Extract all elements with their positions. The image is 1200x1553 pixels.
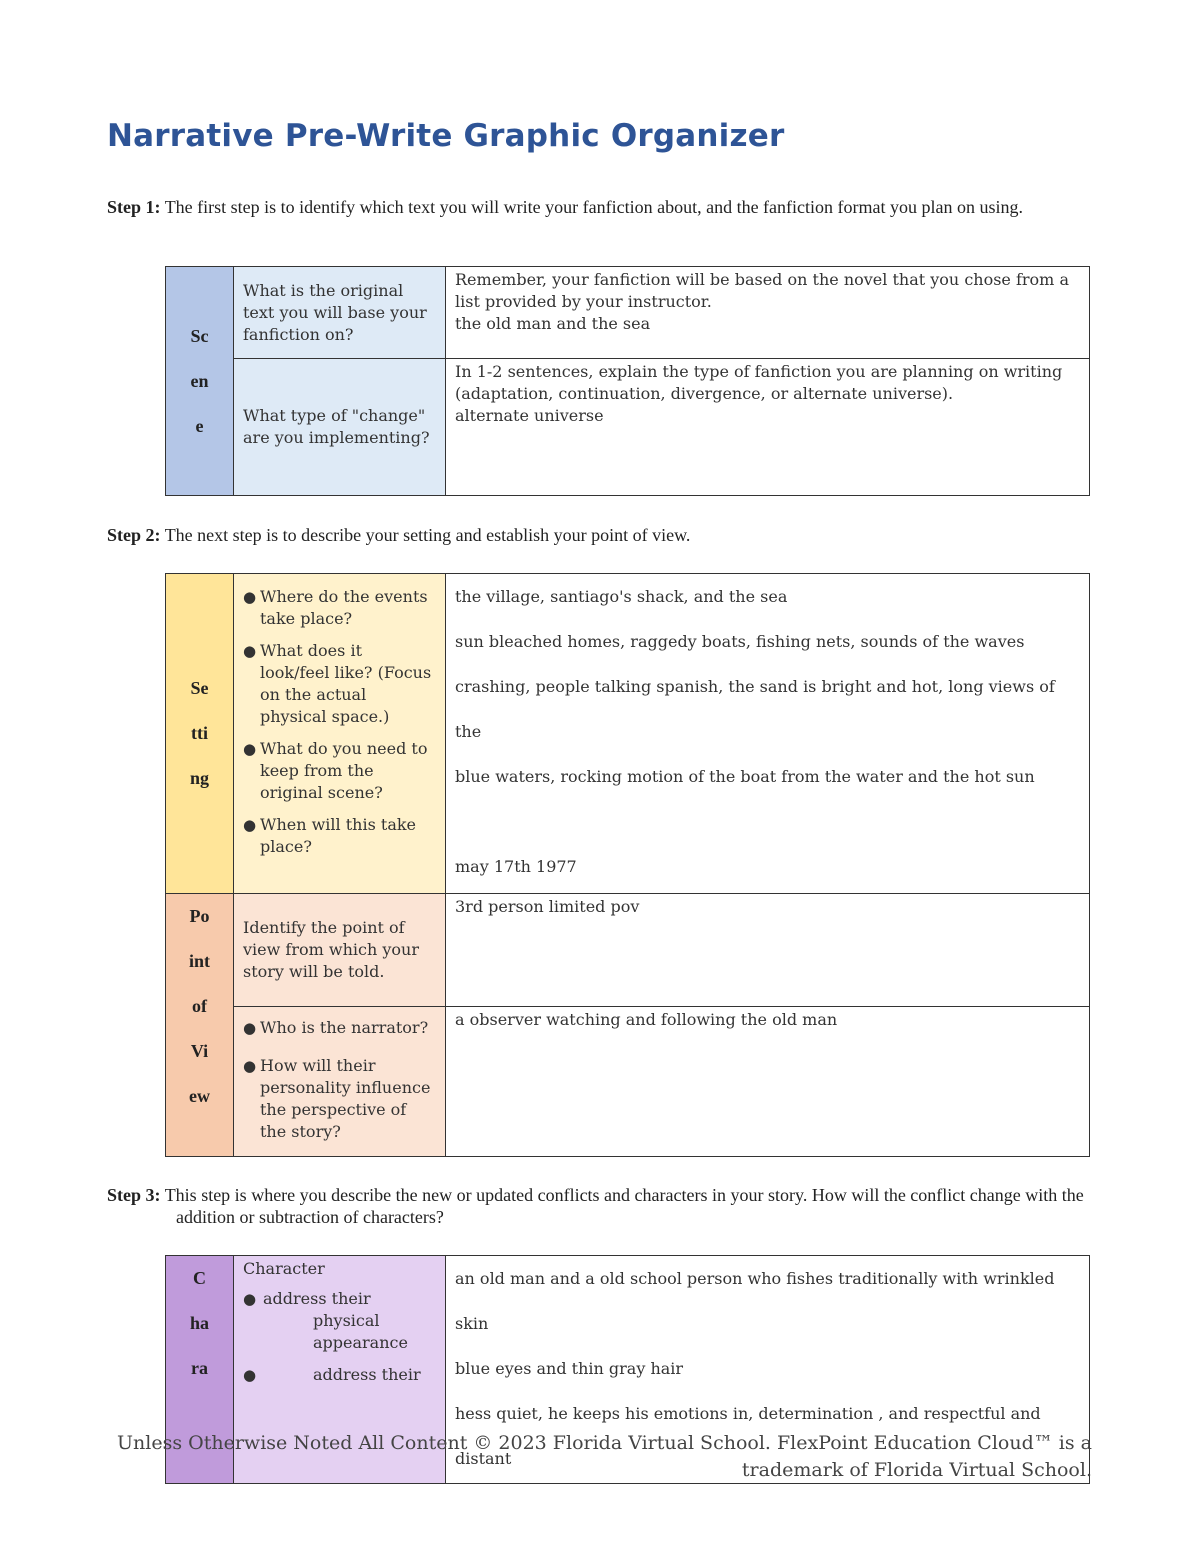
pov-bullet: ● Who is the narrator? [243, 1018, 429, 1037]
bullet-icon: ● [243, 1290, 257, 1308]
bullet-icon: ● [243, 740, 257, 758]
scene-question-change-type: What type of "change" are you implementing? [234, 359, 446, 496]
setting-bullet: ● When will this take place? [243, 815, 417, 856]
bullet-icon: ● [243, 588, 257, 606]
setting-answer[interactable]: the village, santiago's shack, and the sea sun bleached homes, raggedy boats, fishing nets, sounds of the waves crashing, people talking spanish, the sand is bright and hot, long views of the blue waters, rocking motion of the boat from the water and the hot sun may 17th 1977 [446, 574, 1090, 894]
bullet-icon: ● [243, 1057, 257, 1075]
setting-questions [234, 574, 446, 894]
scene-label: Sc en e [166, 267, 234, 496]
bullet-icon: ● [243, 1366, 257, 1384]
scene-prompt-2: In 1-2 sentences, explain the type of fanfiction you are planning on writing (adaptation, continuation, divergence, or alternate universe). [455, 362, 1063, 403]
bullet-icon: ● [243, 642, 257, 660]
step-2-text: The next step is to describe your setting and establish your point of view. [164, 525, 691, 545]
pov-narrator-questions [234, 1007, 446, 1157]
pov-narrator-answer[interactable]: a observer watching and following the old man [446, 1007, 1090, 1157]
setting-bullet: ● What do you need to keep from the original scene? [243, 739, 428, 802]
character-answer[interactable]: an old man and a old school person who fishes traditionally with wrinkled skin blue eyes and thin gray hair hess quiet, he keeps his emotions in, determination , and respectful and distant [446, 1256, 1090, 1484]
copyright-footer: Unless Otherwise Noted All Content © 2023 Florida Virtual School. FlexPoint Education Cloud™ is a trademark of Florida Virtual School. [117, 1432, 1092, 1481]
character-bullet: ● address their physical appearance [243, 1289, 408, 1352]
character-label: C ha ra [166, 1256, 234, 1484]
bullet-icon: ● [243, 1019, 257, 1037]
step-1-instructions [107, 196, 1136, 218]
pov-label: Po int of Vi ew [166, 894, 234, 1157]
scene-table [165, 266, 1090, 496]
step-1-text: The first step is to identify which text you will write your fanfiction about, and the fanfiction format you plan on using. [164, 197, 1024, 217]
setting-bullet: ● What does it look/feel like? (Focus on the actual physical space.) [243, 641, 432, 726]
setting-label: Se tti ng [166, 574, 234, 894]
pov-answer[interactable]: 3rd person limited pov [446, 894, 1090, 1007]
character-heading: Character [243, 1259, 325, 1278]
step-3-text: This step is where you describe the new or updated conflicts and characters in your story. How will the conflict change with the addition or subtraction of characters? [164, 1185, 1084, 1227]
setting-pov-table [165, 573, 1090, 1157]
step-3-label: Step 3: [107, 1185, 161, 1205]
step-2-label: Step 2: [107, 525, 161, 545]
page-title: Narrative Pre-Write Graphic Organizer [107, 118, 785, 154]
step-2-instructions [107, 524, 1136, 546]
pov-question: Identify the point of view from which your story will be told. [234, 894, 446, 1007]
scene-response-1: the old man and the sea [455, 314, 651, 333]
pov-bullet: ● How will their personality influence the perspective of the story? [243, 1056, 431, 1141]
scene-answer-original-text[interactable] [446, 267, 1090, 359]
scene-response-2: alternate universe [455, 406, 604, 425]
step-3-instructions [107, 1184, 1136, 1228]
scene-answer-change-type[interactable] [446, 359, 1090, 496]
setting-bullet: ● Where do the events take place? [243, 587, 428, 628]
character-bullet: ● address their [243, 1365, 421, 1384]
bullet-icon: ● [243, 816, 257, 834]
scene-prompt-1: Remember, your fanfiction will be based on the novel that you chose from a list provided by your instructor. [455, 270, 1069, 311]
step-1-label: Step 1: [107, 197, 161, 217]
scene-question-original-text: What is the original text you will base your fanfiction on? [234, 267, 446, 359]
